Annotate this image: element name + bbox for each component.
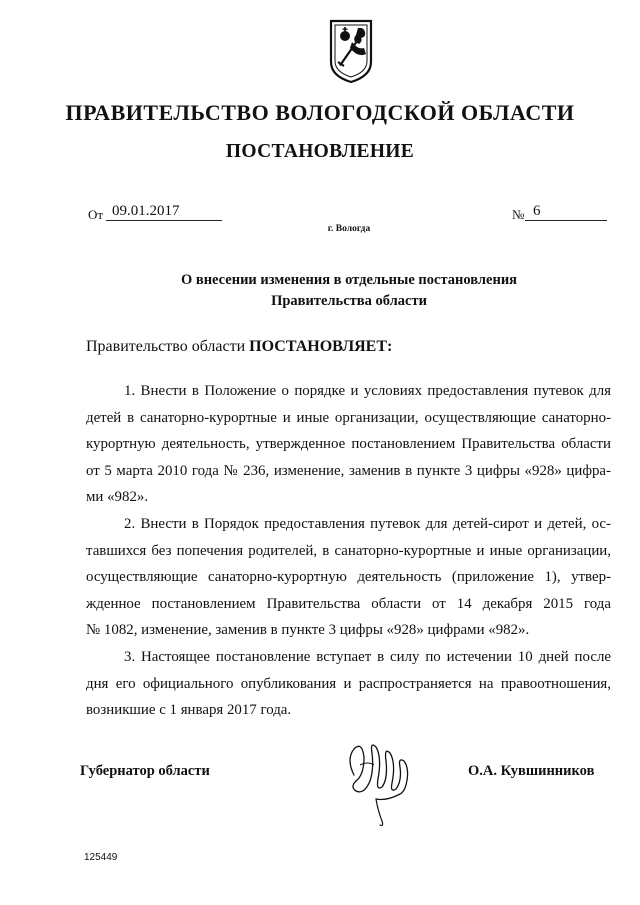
paragraph-line: 2. Внести в Порядок предоставления путевок для детей-сирот и детей, ос- [124, 516, 611, 532]
preamble [86, 338, 392, 356]
document-date: 09.01.2017 [106, 203, 222, 221]
organization-title: ПРАВИТЕЛЬСТВО ВОЛОГОДСКОЙ ОБЛАСТИ [65, 100, 575, 125]
document-type-title: ПОСТАНОВЛЕНИЕ [225, 141, 415, 162]
coat-of-arms-icon [328, 18, 374, 84]
paragraph-3 [86, 644, 611, 724]
paragraph-line: осуществляющие санаторно-курортную деятельность (приложение 1), утвер- [86, 569, 611, 585]
preamble-keyword: ПОСТАНОВЛЯЕТ: [249, 338, 393, 355]
document-number: 6 [525, 203, 607, 221]
document-code: 125449 [84, 852, 118, 863]
paragraph-line: № 1082, изменение, заменив в пункте 3 цифры «928» цифрами «982». [86, 622, 530, 638]
paragraph-line: возникшие с 1 января 2017 года. [86, 702, 292, 718]
paragraph-line: тавшихся без попечения родителей, в санаторно-курортные и иные организации, [86, 542, 611, 559]
paragraph-line: детей в санаторно-курортные и иные организации, осуществляющие санаторно- [86, 409, 611, 426]
paragraph-line: 1. Внести в Положение о порядке и условиях предоставления путевок для [124, 383, 611, 399]
paragraph-line: дня его официального опубликования и распространяется на правоотношения, [86, 675, 611, 692]
preamble-text: Правительство области [86, 338, 250, 355]
city: г. Вологда [327, 224, 371, 234]
subject-line: Правительства области [271, 293, 427, 309]
paragraph-2 [86, 511, 611, 644]
signer-name: О.А. Кувшинников [468, 763, 595, 779]
paragraph-line: курортную деятельность, утвержденное постановлением Правительства области [86, 436, 611, 452]
subject-line: О внесении изменения в отдельные постановления [180, 272, 518, 288]
paragraph-line: 3. Настоящее постановление вступает в силу по истечении 10 дней после [124, 649, 611, 665]
paragraph-1 [86, 378, 611, 511]
handwritten-signature-icon [340, 735, 418, 830]
number-label: № [512, 207, 525, 222]
date-label: От [88, 207, 104, 222]
paragraph-line: ми «982». [86, 489, 149, 505]
paragraph-line: жденное постановлением Правительства области от 14 декабря 2015 года [86, 595, 611, 612]
document-subject [0, 270, 640, 312]
signer-title: Губернатор области [80, 763, 210, 779]
paragraph-line: от 5 марта 2010 года № 236, изменение, заменив в пункте 3 цифры «928» цифра- [86, 462, 611, 479]
